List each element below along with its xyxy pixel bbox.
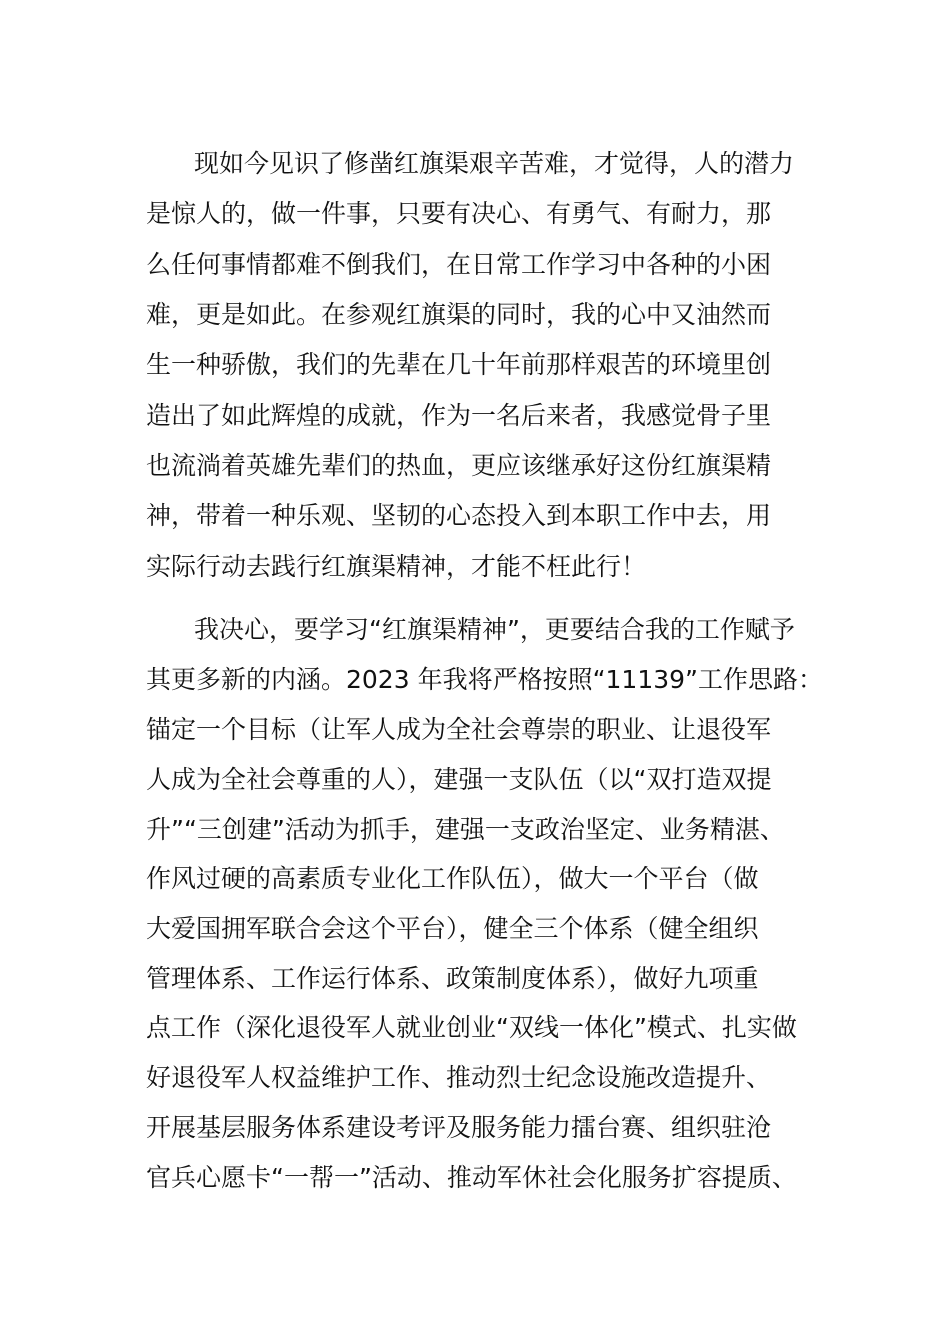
paragraph-2-line-12: 官兵心愿卡“一帮一”活动、推动军休社会化服务扩容提质、 xyxy=(146,1163,797,1192)
paragraph-2-line-10: 好退役军人权益维护工作、推动烈士纪念设施改造提升、 xyxy=(146,1063,772,1092)
paragraph-1-line-3: 么任何事情都难不倒我们，在日常工作学习中各种的小困 xyxy=(146,250,772,279)
paragraph-2-line-4: 人成为全社会尊重的人），建强一支队伍（以“双打造双提 xyxy=(146,765,772,794)
paragraph-2-line-9: 点工作（深化退役军人就业创业“双线一体化”模式、扎实做 xyxy=(146,1013,797,1042)
paragraph-2-line-11: 开展基层服务体系建设考评及服务能力擂台赛、组织驻沧 xyxy=(146,1113,772,1142)
paragraph-2-line-3: 锚定一个目标（让军人成为全社会尊崇的职业、让退役军 xyxy=(146,715,772,744)
paragraph-2-line-6: 作风过硬的高素质专业化工作队伍），做大一个平台（做 xyxy=(146,864,759,893)
paragraph-2-line-8: 管理体系、工作运行体系、政策制度体系），做好九项重 xyxy=(146,964,759,993)
paragraph-2-line-1: 我决心，要学习“红旗渠精神”，更要结合我的工作赋予 xyxy=(194,615,795,644)
paragraph-1-line-9: 实际行动去践行红旗渠精神，才能不枉此行！ xyxy=(146,552,647,581)
paragraph-1-line-8: 神，带着一种乐观、坚韧的心态投入到本职工作中去，用 xyxy=(146,501,772,530)
paragraph-1-line-4: 难，更是如此。在参观红旗渠的同时，我的心中又油然而 xyxy=(146,300,772,329)
paragraph-1-line-6: 造出了如此辉煌的成就，作为一名后来者，我感觉骨子里 xyxy=(146,401,772,430)
paragraph-1-line-5: 生一种骄傲，我们的先辈在几十年前那样艰苦的环境里创 xyxy=(146,350,772,379)
paragraph-2-line-2: 其更多新的内涵。2023 年我将严格按照“11139”工作思路： xyxy=(146,665,824,694)
paragraph-2-line-5: 升”“三创建”活动为抓手，建强一支政治坚定、业务精湛、 xyxy=(146,815,785,844)
paragraph-1-line-7: 也流淌着英雄先辈们的热血，更应该继承好这份红旗渠精 xyxy=(146,451,772,480)
paragraph-1-line-1: 现如今见识了修凿红旗渠艰辛苦难，才觉得，人的潜力 xyxy=(194,149,795,178)
paragraph-2-line-7: 大爱国拥军联合会这个平台），健全三个体系（健全组织 xyxy=(146,914,759,943)
paragraph-1-line-2: 是惊人的，做一件事，只要有决心、有勇气、有耐力，那 xyxy=(146,199,772,228)
